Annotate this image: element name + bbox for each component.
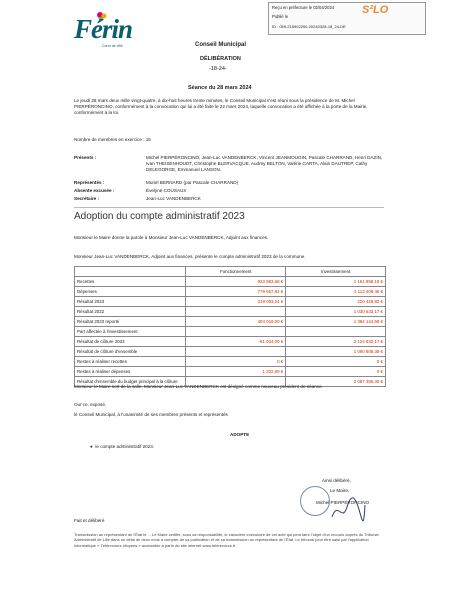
table-cell-investissement: [286, 327, 386, 337]
table-cell-investissement: 1 090 808,38 €: [286, 347, 386, 357]
attendance-absent-text: Évelyne COUSAUX: [146, 188, 187, 193]
table-row: [75, 277, 386, 287]
table-cell-fonctionnement: 923 983,68 €: [186, 277, 286, 287]
table-cell-fonctionnement: [186, 347, 286, 357]
paragraph-adjoint-presents: Monsieur Jean-Luc VANDENBERCK, Adjoint aux finances, présente le compte administratif 2023 de la commune.: [74, 254, 306, 259]
table-row-label: Recettes: [75, 277, 186, 287]
table-row-label: Part affectée à l'investissement: [75, 327, 186, 337]
table-cell-fonctionnement: [186, 327, 286, 337]
stamp-received: Reçu en préfecture le 02/04/2024: [272, 5, 335, 10]
members-line: [74, 137, 151, 143]
logo: [70, 8, 156, 52]
table-row: [75, 287, 386, 297]
table-cell-investissement: 0 €: [286, 357, 386, 367]
table-row: [75, 307, 386, 317]
table-cell-investissement: 1 030 533,17 €: [286, 307, 386, 317]
attendance-absent-label: Absente excusée :: [74, 188, 115, 193]
stamp-published: Publié le: [272, 14, 289, 19]
table-row: [75, 297, 386, 307]
table-row: [75, 317, 386, 327]
table-row-label: Restes à réaliser recettes: [75, 357, 186, 367]
accounts-table: [74, 266, 386, 387]
handwritten-signature: [330, 495, 366, 530]
table-header-cell: Fonctionnement: [186, 267, 286, 277]
council-label: Conseil Municipal: [195, 42, 247, 48]
table-cell-investissement: 2 087 386,35 €: [286, 377, 386, 387]
signature-line-1: Ainsi délibéré,: [322, 478, 351, 483]
paragraph-mayor-gives-floor: Monsieur le Maire donne la parole à Monsieur Jean-Luc VANDENBERCK, Adjoint aux finances.: [74, 235, 269, 240]
table-row-label: Restes à réaliser dépenses: [75, 367, 186, 377]
table-cell-fonctionnement: 779 657,82 €: [186, 287, 286, 297]
table-cell-investissement: 220 428,83 €: [286, 297, 386, 307]
attendance-secretary-text: Jean-Luc VANDENBERCK: [146, 196, 201, 201]
deliberation-number: -18-24-: [209, 66, 227, 72]
section-title: Adoption du compte administratif 2023: [74, 211, 245, 222]
table-row-label: Résultat de clôture d'ensemble: [75, 347, 186, 357]
table-row: [75, 367, 386, 377]
table-row-label: Dépenses: [75, 287, 186, 297]
document-title: DÉLIBÉRATION: [200, 56, 241, 62]
bullet-item: [90, 444, 154, 450]
s2lo-logo: S²LO: [362, 4, 389, 16]
table-row: [75, 347, 386, 357]
table-cell-fonctionnement: -61 024,00 €: [186, 337, 286, 347]
table-row-label: Résultat d'ensemble du budget principal à la clôture: [75, 377, 186, 387]
legal-footer: Transmission au représentant de l'État le ... Le Maire certifie, sous sa responsabilité, le caractère exécutoire de cet acte qui peut faire l'objet d'un recours auprès du Tribunal Administratif de Lille dans un délai de deux mois à compter de sa publication et de sa transmission au représentant de l'État. Le tribunal peut être saisi par l'application informatique « Télérecours citoyens » accessible à partir du site internet www.telerecours.fr: [74, 532, 379, 548]
table-row-label: Résultat 2023 reporté: [75, 317, 186, 327]
signature-line-2: Le Maire,: [330, 488, 350, 493]
table-header-cell: Investissement: [286, 267, 386, 277]
intro-paragraph: Le jeudi 28 mars deux mille vingt-quatre, à dix-huit heures trente minutes, le Conseil Municipal s'est réuni sous la présidence de M. Michel PIERPÉRONCINO, conformément à la convocation qui lui a été faite le 22 mars 2024, laquelle convocation a été affichée à la porte de la Mairie, conformément à la loi.: [74, 98, 368, 116]
stamp-id: ID : 059-215902290-20240328-18_24-DE: [272, 24, 346, 29]
adopted-label: ADOPTE: [230, 432, 250, 437]
table-cell-fonctionnement: 1 202,89 €: [186, 367, 286, 377]
table-row-label: Résultat de clôture 2023: [75, 337, 186, 347]
visa-label: Fait et délibéré: [74, 518, 105, 523]
table-row-label: Résultat 2022: [75, 307, 186, 317]
session-date: Séance du 28 mars 2024: [188, 85, 252, 91]
attendance-represented-text: Muriel BERNARD (par Pascale CHARRAND): [146, 180, 239, 185]
paragraph-mayor-leaves: Monsieur le Maire sort de la salle, Monsieur Jean-Luc VANDENBERCK est désigné comme nouveau président de séance.: [74, 384, 323, 389]
table-cell-investissement: 1 161 858,15 €: [286, 277, 386, 287]
attendance-present-label: Présents :: [74, 155, 97, 160]
table-header-row: [75, 267, 386, 277]
bullet-text: le compte administratif 2023.: [95, 444, 155, 449]
table-cell-investissement: 1 113 409,46 €: [286, 287, 386, 297]
table-cell-investissement: 1 384 144,58 €: [286, 317, 386, 327]
table-cell-fonctionnement: [186, 307, 286, 317]
table-cell-fonctionnement: 219 093,24 €: [186, 297, 286, 307]
table-row: [75, 357, 386, 367]
logo-tagline: Cœur de ville: [102, 44, 123, 48]
members-value: 15: [145, 137, 151, 142]
section-divider: [74, 207, 384, 208]
table-cell-investissement: 0 €: [286, 367, 386, 377]
logo-wordmark: Férin: [74, 14, 133, 44]
table-row: [75, 337, 386, 347]
signature-name: Michel PIERPÉRONCINO: [316, 500, 370, 505]
attendance-represented-label: Représentés :: [74, 180, 105, 185]
members-label: Nombre de membres en exercice :: [74, 137, 145, 142]
table-cell-investissement: 2 124 632,17 €: [286, 337, 386, 347]
heard-line-1: Ouï ce, exposé,: [74, 402, 107, 407]
heard-line-2: le Conseil Municipal, à l'unanimité de ses membres présents et représentés: [74, 412, 228, 417]
table-cell-fonctionnement: 404 019,00 €: [186, 317, 286, 327]
attendance-present-text: Michel PIERPÉRONCINO, Jean-Luc VANDENBERCK, Vincent JEANMOUGIN, Pascale CHARRAND, Henri DAZIN, Ivan THEISENHOUDT, Christophe BLERVACQUE, Audrey BELTON, Valérie CARTA, Alain DAUTREP, Cathy DELEGORGE, Emmanuel LANSON.: [146, 155, 383, 173]
table-cell-fonctionnement: 0 €: [186, 357, 286, 367]
bullet-dot-icon: ●: [90, 444, 93, 449]
table-row: [75, 327, 386, 337]
table-row-label: Résultat 2023: [75, 297, 186, 307]
table-header-cell: [75, 267, 186, 277]
prefecture-stamp: [268, 2, 426, 35]
attendance-secretary-label: Secrétaire :: [74, 196, 100, 201]
